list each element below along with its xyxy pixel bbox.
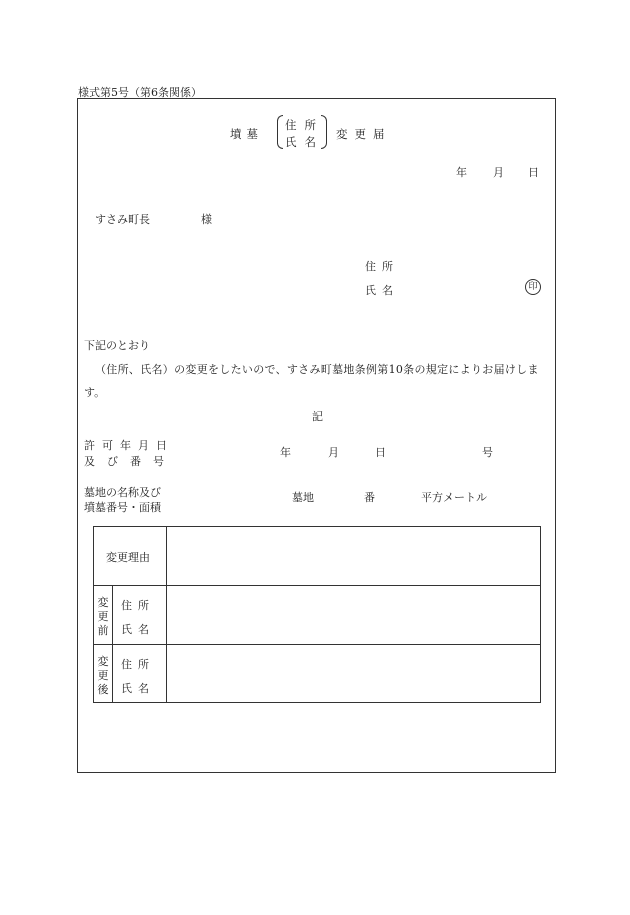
title-suffix: 変更届 xyxy=(336,127,392,141)
date-year: 年 xyxy=(456,166,467,179)
cemetery-area-unit: 平方メートル xyxy=(421,491,487,504)
cemetery-label-line-1: 墓地の名称及び xyxy=(84,486,161,499)
permit-number: 号 xyxy=(482,446,493,459)
ki-label: 記 xyxy=(312,410,323,423)
reason-label: 変更理由 xyxy=(106,551,150,564)
table-row-divider xyxy=(94,644,540,645)
permit-day: 日 xyxy=(375,446,386,459)
table-column-divider xyxy=(166,527,167,702)
after-name-label: 氏名 xyxy=(121,682,155,695)
permit-year: 年 xyxy=(280,446,291,459)
form-number-label: 様式第5号（第6条関係） xyxy=(78,86,202,99)
title-bracket-top: 住所 xyxy=(285,118,324,132)
applicant-name-label: 氏名 xyxy=(365,284,399,297)
table-column-divider xyxy=(112,585,113,703)
after-address-label: 住所 xyxy=(121,658,155,671)
addressee-name: すさみ町長 xyxy=(95,213,150,226)
cemetery-ban: 番 xyxy=(364,491,375,504)
title-bracket-bottom: 氏名 xyxy=(285,135,324,149)
table-row-divider xyxy=(94,585,540,586)
change-table xyxy=(93,526,541,703)
title-prefix: 墳墓 xyxy=(230,127,263,141)
cemetery-label-line-2: 墳墓番号・面積 xyxy=(84,501,161,514)
cemetery-name-suffix: 墓地 xyxy=(292,491,314,504)
permit-label-line-2: 及び番号 xyxy=(84,455,176,468)
seal-icon: 印 xyxy=(525,279,541,295)
before-name-label: 氏名 xyxy=(121,623,155,636)
reason-value-cell[interactable] xyxy=(168,528,540,584)
before-address-label: 住所 xyxy=(121,599,155,612)
addressee-honorific: 様 xyxy=(201,213,212,226)
before-label: 変更前 xyxy=(97,596,109,637)
date-month: 月 xyxy=(493,166,504,179)
permit-label-line-1: 許可年月日 xyxy=(84,439,174,452)
after-value-cell[interactable] xyxy=(168,646,540,702)
after-label: 変更後 xyxy=(97,655,109,696)
body-line-1: 下記のとおり xyxy=(84,339,150,352)
body-line-2: （住所、氏名）の変更をしたいので、すさみ町墓地条例第10条の規定によりお届けしま xyxy=(95,363,539,376)
applicant-address-label: 住所 xyxy=(365,260,399,273)
date-day: 日 xyxy=(528,166,539,179)
body-line-3: す。 xyxy=(84,386,106,399)
before-value-cell[interactable] xyxy=(168,587,540,643)
permit-month: 月 xyxy=(328,446,339,459)
